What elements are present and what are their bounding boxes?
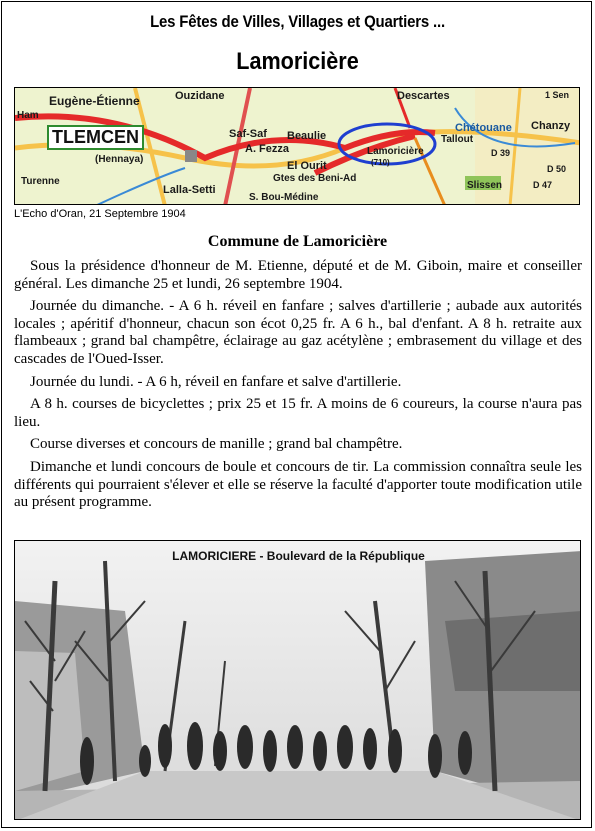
paragraph: A 8 h. courses de bicyclettes ; prix 25 et 15 fr. A moins de 6 coureurs, la course n'aura pas lieu. bbox=[14, 396, 582, 430]
paragraph: Sous la présidence d'honneur de M. Etienne, député et de M. Giboin, maire et conseiller général. Les dimanche 25 et lundi, 26 septembre 1904. bbox=[14, 258, 582, 292]
map-label-lamoriciere: Lamoricière bbox=[367, 146, 424, 157]
map-label-ham: Ham bbox=[17, 110, 39, 121]
series-title: Les Fêtes de Villes, Villages et Quartiers ... bbox=[150, 12, 445, 31]
map-label-a-fezza: A. Fezza bbox=[245, 143, 290, 155]
photo-graphics bbox=[15, 541, 581, 820]
map-label-beni-ad: Gtes des Beni-Ad bbox=[273, 173, 357, 184]
map-label-d47: D 47 bbox=[533, 180, 553, 190]
map-label-chetouane: Chétouane bbox=[455, 122, 512, 134]
map-label-el-ourit: El Ourit bbox=[287, 160, 327, 172]
paragraph: Dimanche et lundi concours de boule et concours de tir. La commission connaîtra seule les différents qui pourraient s'élever et elle se réserve la faculté d'apporter toute modification utile au présent programme. bbox=[14, 458, 582, 511]
map-label-eugene-etienne: Eugène-Étienne bbox=[49, 94, 140, 108]
map-label-lalla-setti: Lalla-Setti bbox=[163, 184, 216, 196]
paragraph: Course diverses et concours de manille ; grand bal champêtre. bbox=[30, 436, 403, 453]
road-map bbox=[14, 87, 580, 205]
paragraph: Journée du dimanche. - A 6 h. réveil en fanfare ; salves d'artillerie ; aubade aux autorités locales ; apéritif d'honneur, chacun son écot 0,25 fr. A 6 h., bal d'enfant. A 8 h. retraite aux flambeaux ; grand bal champêtre, éclairage au gaz acétylène ; embrasement du village et des cascades de l'Oued-Isser. bbox=[14, 298, 582, 367]
article-title: Commune de Lamoricière bbox=[207, 233, 388, 250]
map-label-sen: 1 Sen bbox=[545, 90, 570, 100]
article-body bbox=[14, 258, 582, 517]
map-label-d50: D 50 bbox=[547, 164, 567, 174]
town-title: Lamoricière bbox=[236, 48, 359, 75]
map-label-hennaya: (Hennaya) bbox=[95, 154, 144, 165]
map-label-tallout: Tallout bbox=[441, 134, 474, 145]
map-label-tlemcen: TLEMCEN bbox=[47, 125, 144, 150]
map-label-bou-medine: S. Bou-Médine bbox=[249, 192, 319, 203]
map-label-d39: D 39 bbox=[491, 148, 511, 158]
map-label-beaulieu: Beaulie bbox=[287, 130, 327, 142]
source-caption: L'Echo d'Oran, 21 Septembre 1904 bbox=[14, 208, 186, 220]
map-label-chanzy: Chanzy bbox=[531, 120, 571, 132]
postcard-photo bbox=[14, 540, 581, 820]
map-label-ouzidane: Ouzidane bbox=[175, 90, 225, 102]
map-label-slissen: Slissen bbox=[467, 180, 503, 191]
paragraph: Journée du lundi. - A 6 h, réveil en fanfare et salve d'artillerie. bbox=[30, 373, 402, 390]
map-label-altitude: (710) bbox=[371, 158, 390, 167]
map-label-saf-saf: Saf-Saf bbox=[229, 128, 267, 140]
photo-caption: LAMORICIERE - Boulevard de la République bbox=[172, 549, 425, 563]
map-label-descartes: Descartes bbox=[397, 90, 450, 102]
map-label-turenne: Turenne bbox=[21, 176, 60, 187]
